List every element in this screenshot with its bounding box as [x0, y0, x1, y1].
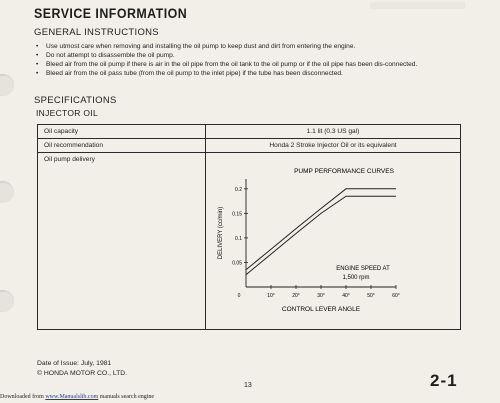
page-title: SERVICE INFORMATION	[34, 6, 188, 21]
binder-hole-top	[0, 74, 14, 96]
spec-value: 1.1 lit (0.3 US gal)	[206, 125, 461, 139]
pump-performance-chart	[206, 153, 460, 327]
injector-oil-heading: INJECTOR OIL	[36, 108, 99, 118]
spec-label: Oil recommendation	[38, 139, 206, 153]
curve-line-1	[246, 189, 396, 270]
instruction-item: • Do not attempt to disassemble the oil pump.	[36, 51, 468, 60]
general-instructions-heading: GENERAL INSTRUCTIONS	[34, 27, 159, 38]
y-tick-label: 0.15	[232, 211, 242, 218]
x-tick-label: 40°	[342, 293, 350, 299]
y-axis-label: DELIVERY (cc/min)	[218, 206, 224, 260]
instruction-item: • Use utmost care when removing and installing the oil pump to keep dust and dirt from entering the engine.	[36, 42, 468, 51]
copyright: © HONDA MOTOR CO., LTD.	[37, 370, 128, 377]
download-notice	[0, 394, 154, 400]
x-tick-label: 20°	[292, 293, 300, 299]
download-prefix: Downloaded from	[0, 394, 44, 400]
bleed-through-text	[370, 2, 465, 9]
instruction-list	[36, 42, 468, 78]
chart-title: PUMP PERFORMANCE CURVES	[294, 168, 394, 175]
spec-label: Oil capacity	[38, 125, 206, 139]
y-tick-label: 0.2	[235, 186, 242, 193]
section-number: 2-1	[430, 371, 458, 390]
spec-label: Oil pump delivery	[38, 153, 206, 330]
table-row	[38, 125, 461, 139]
x-tick-label: 10°	[267, 293, 275, 299]
engine-speed-label: ENGINE SPEED AT	[336, 266, 390, 272]
download-suffix: manuals search engine	[99, 394, 155, 400]
x-axis-label: CONTROL LEVER ANGLE	[281, 306, 361, 313]
instruction-item: • Bleed air from the oil pass tube (from the oil pump to the inlet pipe) if the tube has been disconnected.	[36, 69, 468, 78]
spec-value: Honda 2 Stroke Injector Oil or its equivalent	[206, 139, 461, 153]
y-tick-label: 0.05	[232, 260, 242, 267]
spec-table	[37, 124, 461, 330]
x-tick-label: 50°	[367, 293, 375, 299]
issue-date: Date of Issue: July, 1981	[37, 360, 112, 367]
x-tick-label: 30°	[317, 293, 325, 299]
page-number: 13	[244, 382, 252, 389]
chart-cell	[206, 153, 461, 330]
specifications-heading: SPECIFICATIONS	[34, 95, 117, 106]
table-row	[38, 153, 461, 330]
binder-hole-bottom	[0, 290, 14, 312]
table-row	[38, 139, 461, 153]
binder-hole-middle	[0, 181, 14, 203]
origin-label: 0	[237, 293, 241, 299]
manualslib-link[interactable]: www.Manualslib.com	[45, 394, 99, 400]
engine-speed-value: 1,500 rpm	[342, 275, 370, 281]
x-tick-label: 60°	[392, 293, 400, 299]
y-tick-label: 0.1	[235, 235, 242, 242]
instruction-item: • Bleed air from the oil pump if there is air in the oil pipe from the oil tank to the oil pump or if the oil pipe has been dis-connected.	[36, 60, 468, 69]
